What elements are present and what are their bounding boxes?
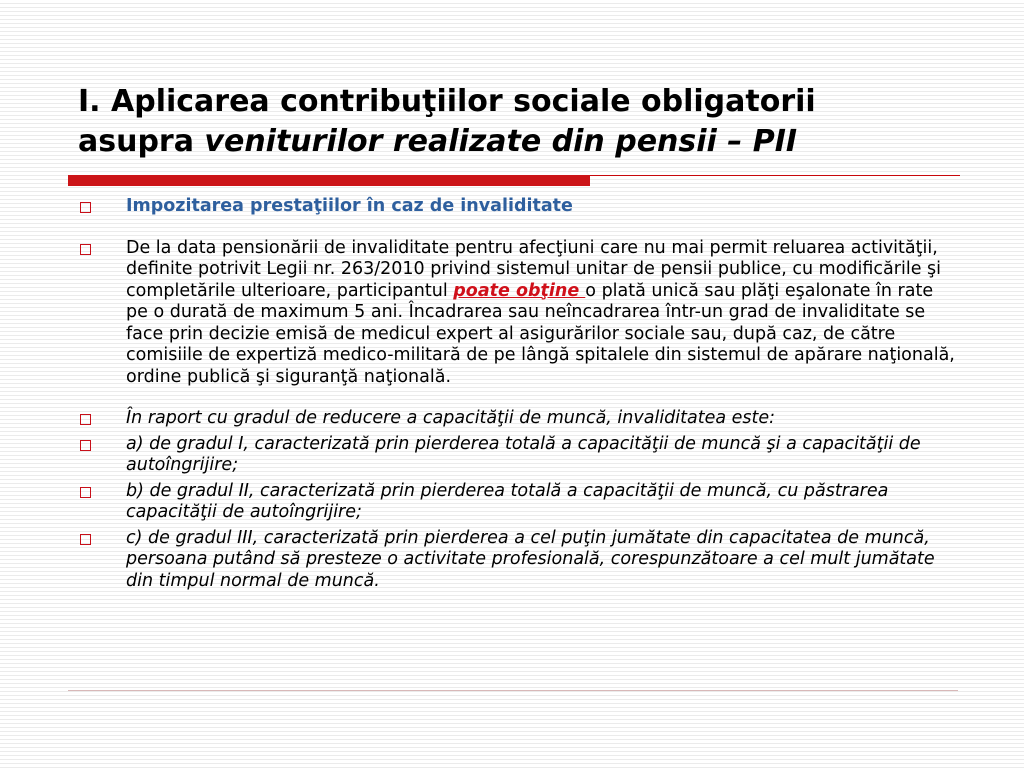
hollow-square-bullet-icon xyxy=(80,244,91,255)
hollow-square-bullet-icon xyxy=(80,440,91,451)
bullet-item-heading xyxy=(80,196,960,218)
hollow-square-bullet-icon xyxy=(80,487,91,498)
title-underline-thin-rule xyxy=(590,175,960,176)
bullet-text-after-highlight: o plată unică sau plăţi eşalonate în rate pe o durată de maximum 5 ani. Încadrarea sau neîncadrarea într-un grad de invaliditate se face prin decizie emisă de medicul expert al asigurărilor sociale sau, după caz, de către comisiile de expertiză medico-militară de pe lângă spitalele din sistemul de apărare naţională, ordine publică şi siguranţă naţională. xyxy=(126,280,955,387)
slide-title-line-1: I. Aplicarea contribuţiilor sociale obligatorii xyxy=(78,84,816,119)
highlighted-phrase: poate obţine xyxy=(453,280,586,301)
bullet-item-invalidity-intro xyxy=(80,408,960,430)
hollow-square-bullet-icon xyxy=(80,414,91,425)
slide-title-line-2 xyxy=(78,122,978,162)
bullet-grade-2-text: b) de gradul II, caracterizată prin pierderea totală a capacităţii de muncă, cu păstrarea capacităţii de autoîngrijire; xyxy=(126,480,889,522)
bullet-pension-details-text xyxy=(126,238,960,389)
slide-title-italic-part: veniturilor realizate din pensii – PII xyxy=(204,124,798,159)
bullet-item-pension-details xyxy=(80,238,960,389)
bullet-text-before-highlight: De la data pensionării de invaliditate pentru afecţiuni care nu mai permit reluarea activităţii, definite potrivit Legii nr. 263/2010 privind sistemul unitar de pensii publice, cu modificările şi completările ulterioare, participantul xyxy=(126,237,941,301)
footer-divider xyxy=(68,690,958,691)
bullet-item-grade-1 xyxy=(80,434,960,477)
slide-content xyxy=(80,196,960,592)
bullet-invalidity-intro-text: În raport cu gradul de reducere a capacităţii de muncă, invaliditatea este: xyxy=(126,408,776,428)
hollow-square-bullet-icon xyxy=(80,202,91,213)
bullet-item-grade-3 xyxy=(80,528,960,593)
bullet-grade-1-text: a) de gradul I, caracterizată prin pierderea totală a capacităţii de muncă şi a capacităţii de autoîngrijire; xyxy=(126,433,921,475)
hollow-square-bullet-icon xyxy=(80,534,91,545)
slide-title-regular-part: asupra xyxy=(78,124,205,159)
title-underline-accent-bar xyxy=(68,175,590,186)
bullet-heading-text: Impozitarea prestaţiilor în caz de invaliditate xyxy=(126,196,573,216)
bullet-item-grade-2 xyxy=(80,481,960,524)
slide-title xyxy=(78,82,978,162)
bullet-grade-3-text: c) de gradul III, caracterizată prin pierderea a cel puţin jumătate din capacitatea de muncă, persoana putând să presteze o activitate profesională, corespunzătoare a cel mult jumătate din timpul normal de muncă. xyxy=(126,527,935,591)
